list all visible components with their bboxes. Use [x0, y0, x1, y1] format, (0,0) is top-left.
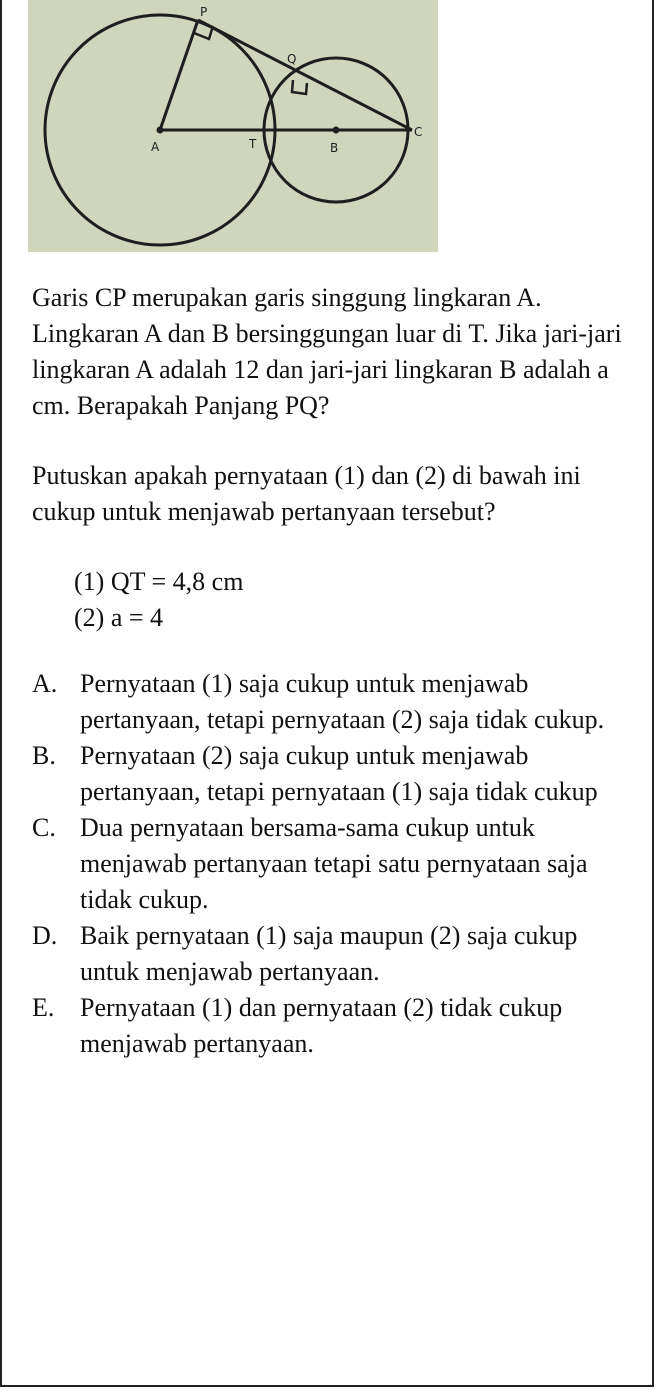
option-letter: D.: [32, 921, 58, 950]
label-c: C: [414, 125, 423, 139]
option-letter: A.: [32, 669, 58, 698]
answer-options: [32, 666, 642, 1062]
label-a: A: [151, 140, 160, 154]
tangent-line-pc: [198, 20, 412, 130]
option-a[interactable]: [32, 666, 642, 738]
option-letter: E.: [32, 993, 55, 1022]
option-letter: C.: [32, 813, 56, 842]
statement-text: QT = 4,8 cm: [110, 567, 244, 596]
label-b: B: [330, 141, 339, 155]
center-a: [157, 127, 164, 134]
option-d[interactable]: [32, 918, 642, 990]
question-body: [32, 280, 642, 1062]
question-text: Garis CP merupakan garis singgung lingkaran A. Lingkaran A dan B bersinggungan luar di T. Jika jari-jari lingkaran A adalah 12 dan jari-jari lingkaran B adalah a cm. Berapakah Panjang PQ?: [32, 283, 622, 420]
statement-item: [32, 600, 642, 636]
statement-number: (2): [74, 603, 105, 632]
label-q: Q: [287, 52, 297, 66]
label-p: P: [200, 5, 208, 19]
option-text: Pernyataan (1) dan pernyataan (2) tidak cukup menjawab pertanyaan.: [80, 993, 563, 1058]
option-e[interactable]: [32, 990, 642, 1062]
statement-number: (1): [74, 567, 105, 596]
statement-list: [32, 564, 642, 636]
circles-diagram: [28, 0, 438, 252]
option-text: Baik pernyataan (1) saja maupun (2) saja cukup untuk menjawab pertanyaan.: [80, 921, 578, 986]
radius-ap: [160, 20, 198, 130]
instruction-text: Putuskan apakah pernyataan (1) dan (2) di bawah ini cukup untuk menjawab pertanyaan tersebut?: [32, 461, 581, 526]
option-text: Dua pernyataan bersama-sama cukup untuk menjawab pertanyaan tetapi satu pernyataan saja tidak cukup.: [80, 813, 588, 914]
statement-text: a = 4: [110, 603, 164, 632]
center-b: [333, 127, 340, 134]
option-letter: B.: [32, 741, 56, 770]
geometry-figure: [28, 0, 438, 252]
statement-item: [32, 564, 642, 600]
right-angle-q: [292, 80, 307, 94]
option-text: Pernyataan (2) saja cukup untuk menjawab pertanyaan, tetapi pernyataan (1) saja tidak cukup: [80, 741, 598, 806]
option-text: Pernyataan (1) saja cukup untuk menjawab pertanyaan, tetapi pernyataan (2) saja tidak cukup.: [80, 669, 605, 734]
label-t: T: [249, 137, 257, 151]
option-c[interactable]: [32, 810, 642, 918]
option-b[interactable]: [32, 738, 642, 810]
